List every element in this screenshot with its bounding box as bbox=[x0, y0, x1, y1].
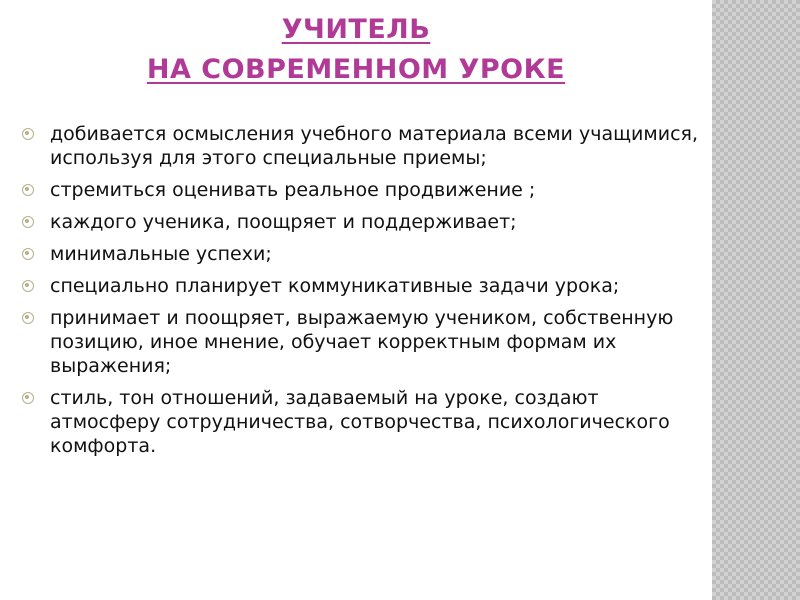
title-line-1: УЧИТЕЛЬ bbox=[281, 14, 431, 45]
bullet-item bbox=[22, 306, 698, 378]
bullet-text: принимает и поощряет, выражаемую учеником, собственную позицию, иное мнение, обучает корректным формам их выражения; bbox=[50, 307, 674, 377]
bullet-text: специально планирует коммуникативные задачи урока; bbox=[50, 275, 620, 297]
bullet-text: стремиться оценивать реальное продвижение ; bbox=[50, 179, 536, 201]
bullet-item bbox=[22, 122, 698, 170]
bullet-item bbox=[22, 210, 698, 234]
circle-bullet-icon bbox=[22, 128, 34, 140]
circle-bullet-icon bbox=[22, 312, 34, 324]
title-line-2: НА СОВРЕМЕННОМ УРОКЕ bbox=[146, 54, 566, 85]
circle-bullet-icon bbox=[22, 248, 34, 260]
bullet-item bbox=[22, 178, 698, 202]
slide-title bbox=[0, 10, 712, 90]
bullet-text: минимальные успехи; bbox=[50, 243, 272, 265]
bullet-text: добивается осмысления учебного материала всеми учащимися, используя для этого специальные приемы; bbox=[50, 123, 698, 169]
bullet-item bbox=[22, 242, 698, 266]
circle-bullet-icon bbox=[22, 184, 34, 196]
bullet-item bbox=[22, 386, 698, 458]
bullet-item bbox=[22, 274, 698, 298]
bullet-list bbox=[22, 122, 698, 466]
circle-bullet-icon bbox=[22, 280, 34, 292]
bullet-text: каждого ученика, поощряет и поддерживает; bbox=[50, 211, 517, 233]
decorative-side-band bbox=[712, 0, 800, 600]
circle-bullet-icon bbox=[22, 216, 34, 228]
circle-bullet-icon bbox=[22, 392, 34, 404]
bullet-text: стиль, тон отношений, задаваемый на уроке, создают атмосферу сотрудничества, сотворчества, психологического комфорта. bbox=[50, 387, 670, 457]
